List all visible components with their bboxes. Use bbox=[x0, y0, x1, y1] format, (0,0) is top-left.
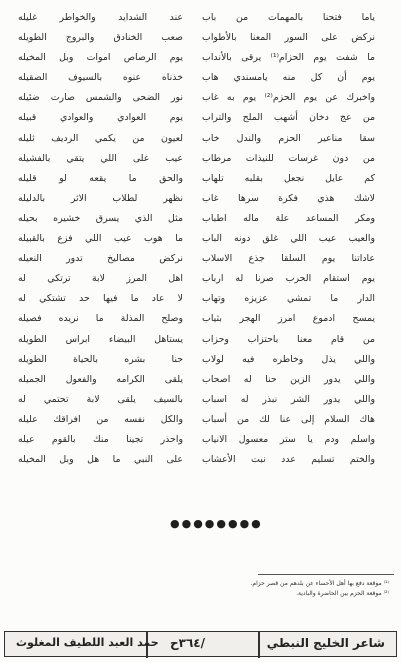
footnote-2: ⁽²⁾ موقعة الحزم بين الحاضرة والبادية. bbox=[296, 590, 389, 597]
author-name: حمد العبد اللطيف المغلوث bbox=[16, 636, 159, 649]
right-verse-line: الدار ما تمشي عزيزه وتهاب bbox=[202, 293, 375, 305]
left-verse-line: اهل المرز لابة ترتكي له bbox=[18, 273, 183, 285]
right-verse-line: نركض على السور المعنا بالأطواب bbox=[202, 32, 375, 44]
right-verse-line: يوم أن كل منه يامسندي هاب bbox=[202, 72, 375, 84]
left-verse-line: يوم العوادي والعوادي قبيله bbox=[18, 112, 183, 124]
left-verse-line: نور الضحى والشمس صارت ضئيله bbox=[18, 92, 183, 104]
left-verse-line: واحذر تجينا منك بالقوم عيله bbox=[18, 433, 183, 445]
right-verse-line: واسلم ودم يا ستر معسول الانياب bbox=[202, 433, 375, 445]
right-verse-line: من قام معنا باحتزاب وحزاب bbox=[202, 333, 375, 345]
book-title: شاعر الخليج النبطي bbox=[266, 636, 385, 650]
left-verse-line: بالسيف يلقى لابة تحتمي له bbox=[18, 393, 183, 405]
left-verse-line: خذناه عنوه بالسيوف الصقيله bbox=[18, 72, 183, 84]
right-verse-line: ومكر المساعد علة ماله اطباب bbox=[202, 212, 375, 224]
right-verse-line: يوم استقام الحرب صرنا له ارباب bbox=[202, 273, 375, 285]
right-verse-line: والختم تسليم عدد نبت الأعشاب bbox=[202, 454, 375, 466]
right-verse-line: ياما فتحنا بالمهمات من باب bbox=[202, 12, 375, 23]
right-verse-line: هاك السلام إلى عنا لك من أسباب bbox=[202, 413, 375, 425]
left-verse-line: ما هوب عيب اللي فزع بالقبيله bbox=[18, 233, 183, 245]
right-verse-line: ما شفت يوم الحزام⁽¹⁾ يرقى بالأنداب bbox=[202, 52, 375, 64]
right-verse-line: لاشك هذي فكرة سرها غاب bbox=[202, 192, 375, 204]
page-number: /٣٦٤ح bbox=[170, 636, 206, 650]
left-verse-line: وصلح المذلة ما نريده فصيله bbox=[18, 313, 183, 325]
page-footer bbox=[0, 628, 401, 662]
right-verse-line: واخبرك عن يوم الحزم⁽²⁾ يوم به غاب bbox=[202, 92, 375, 104]
left-verse-line: على النبي ما هل وبل المخيله bbox=[18, 454, 183, 466]
footer-divider-right bbox=[258, 631, 260, 658]
right-verse-line: والعيب عيب اللي غلق دونه الباب bbox=[202, 233, 375, 245]
left-verse-line: يستاهل البيضاء ابراس الطويله bbox=[18, 333, 183, 345]
footnote-rule bbox=[258, 574, 394, 575]
left-verse-line: والحق ما يقعه لو قليله bbox=[18, 172, 183, 184]
right-verse-line: من عج دخان أشهب الملح والتراب bbox=[202, 112, 375, 124]
left-verse-line: عند الشدايد والخواطر غليله bbox=[18, 12, 183, 23]
left-verse-line: يوم الرصاص اموات وبل المخيله bbox=[18, 52, 183, 64]
left-verse-line: لعيون من يكمي الرديف ثليله bbox=[18, 132, 183, 144]
poem-column-left bbox=[18, 8, 183, 470]
right-verse-line: واللي يدور الزين حنا له اصحاب bbox=[202, 373, 375, 385]
left-verse-line: حنا بشره بالحياة الطويله bbox=[18, 353, 183, 365]
section-separator: ●●●●●●●● bbox=[170, 517, 263, 530]
left-verse-line: عيب على اللي يتقي بالفشيله bbox=[18, 152, 183, 164]
right-verse-line: يمسح ادموع امرز الهجر بثياب bbox=[202, 313, 375, 325]
left-verse-line: صعب الخنادق والبروج الطويله bbox=[18, 32, 183, 44]
left-verse-line: والكل نفسه من افراقك عليله bbox=[18, 413, 183, 425]
right-verse-line: واللي يذل وخاطره فيه لولاب bbox=[202, 353, 375, 365]
right-verse-line: واللي يدور الشر نبذر له اسباب bbox=[202, 393, 375, 405]
left-verse-line: مثل الذي يسرق خشيره بحيله bbox=[18, 212, 183, 224]
left-verse-line: نركض مصاليخ تدور النعيله bbox=[18, 253, 183, 265]
left-verse-line: نظهر لطلاب الاثر بالدليله bbox=[18, 192, 183, 204]
right-verse-line: عاداتنا يوم السلقا جذع الاسلاب bbox=[202, 253, 375, 265]
right-verse-line: سقا مناعير الحزم والندل خاب bbox=[202, 132, 375, 144]
right-verse-line: كم عايل نجعل بقلبه تلهاب bbox=[202, 172, 375, 184]
left-verse-line: يلقى الكرامه والفعول الجميله bbox=[18, 373, 183, 385]
footnotes bbox=[219, 579, 389, 599]
left-verse-line: لا عاد ما فيها حد تشتكي له bbox=[18, 293, 183, 305]
right-verse-line: من دون غرسات للنيذات مرطاب bbox=[202, 152, 375, 164]
poem-column-right bbox=[202, 8, 375, 470]
footnote-1: ⁽¹⁾ موقعة دفع بها أهل الأحساء عن بلدهم من قصر حزام. bbox=[250, 580, 389, 587]
